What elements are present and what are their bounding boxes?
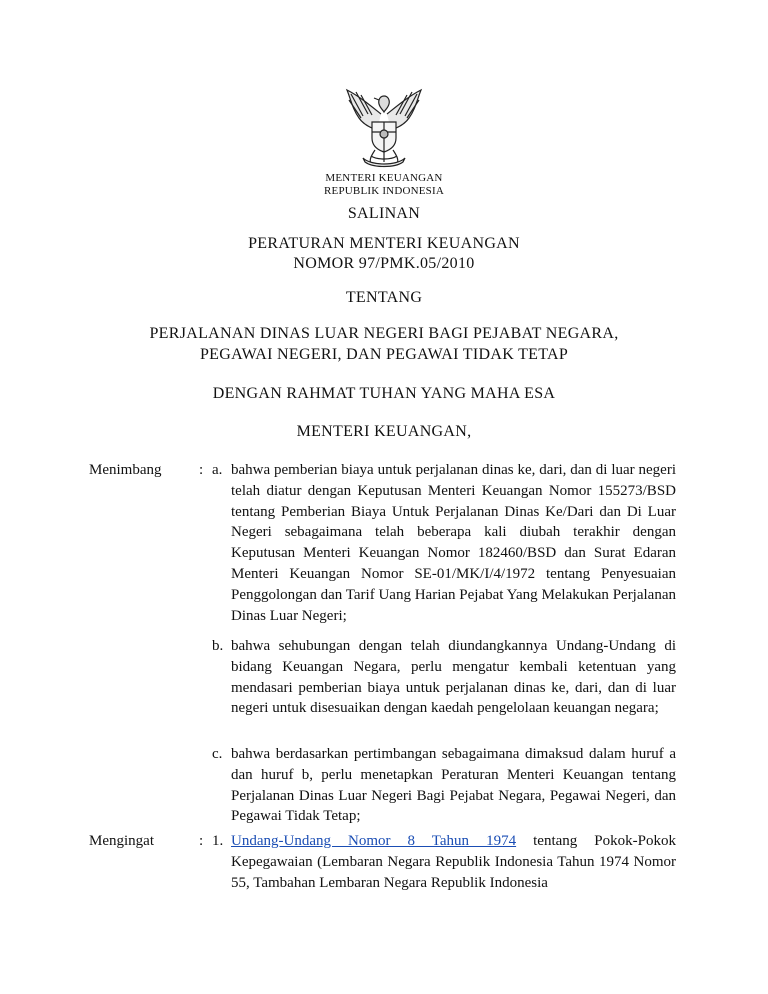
invocation: DENGAN RAHMAT TUHAN YANG MAHA ESA (212, 385, 556, 402)
menimbang-colon: : (199, 462, 204, 478)
menimbang-item-c: bahwa berdasarkan pertimbangan sebagaimana dimaksud dalam huruf a dan huruf b, perlu menetapkan Peraturan Menteri Keuangan tentang Perjalanan Dinas Luar Negeri Bagi Pejabat Negara, Pegawai Negeri, dan Pegawai Tidak Tetap; (231, 746, 676, 825)
salinan-label: SALINAN (347, 205, 421, 222)
item-marker-b: b. (212, 638, 224, 654)
mengingat-label: Mengingat (89, 833, 154, 849)
regulation-title: PERATURAN MENTERI KEUANGAN (248, 235, 520, 252)
subject-line-2: PEGAWAI NEGERI, DAN PEGAWAI TIDAK TETAP (199, 346, 569, 363)
item-marker-a: a. (212, 462, 223, 478)
menimbang-item-b: bahwa sehubungan dengan telah diundangkannya Undang-Undang di bidang Keuangan Negara, perlu mengatur kembali ketentuan yang mendasari pemberian biaya untuk perjalanan dinas ke, dari, dan di luar negeri untuk disesuaikan dengan kaedah pengelolaan keuangan negara; (231, 638, 676, 717)
item-marker-c: c. (212, 746, 223, 762)
minister-heading: MENTERI KEUANGAN, (296, 423, 472, 440)
mengingat-item-1 (231, 831, 676, 893)
tentang-label: TENTANG (345, 289, 423, 306)
garuda-emblem-icon (341, 86, 427, 168)
menimbang-label: Menimbang (89, 462, 162, 478)
menimbang-item-a: bahwa pemberian biaya untuk perjalanan dinas ke, dari, dan di luar negeri telah diatur dengan Keputusan Menteri Keuangan Nomor 155273/BSD tentang Pemberian Biaya Untuk Perjalanan Dinas Ke/Dari dan Di Luar Negeri sebagaimana telah beberapa kali diubah terakhir dengan Keputusan Menteri Keuangan Nomor 182460/BSD dan Surat Edaran Menteri Keuangan Nomor SE-01/MK/I/4/1972 tentang Penyesuaian Penggolongan dan Tarif Uang Harian Pejabat Yang Melakukan Perjalanan Dinas Luar Negeri; (231, 462, 676, 624)
mengingat-item-1-text: tentang Pokok-Pokok Kepegawaian (Lembaran Negara Republik Indonesia Tahun 1974 Nomor 55, Tambahan Lembaran Negara Republik Indonesia (231, 833, 676, 891)
mengingat-colon: : (199, 833, 204, 849)
subject-line-1: PERJALANAN DINAS LUAR NEGERI BAGI PEJABAT NEGARA, (149, 325, 619, 342)
header-country: REPUBLIK INDONESIA (323, 185, 444, 197)
item-marker-1: 1. (212, 833, 224, 849)
law-reference-link[interactable]: Undang-Undang Nomor 8 Tahun 1974 (231, 833, 517, 849)
header-ministry: MENTERI KEUANGAN (325, 172, 443, 184)
regulation-number: NOMOR 97/PMK.05/2010 (293, 255, 475, 272)
